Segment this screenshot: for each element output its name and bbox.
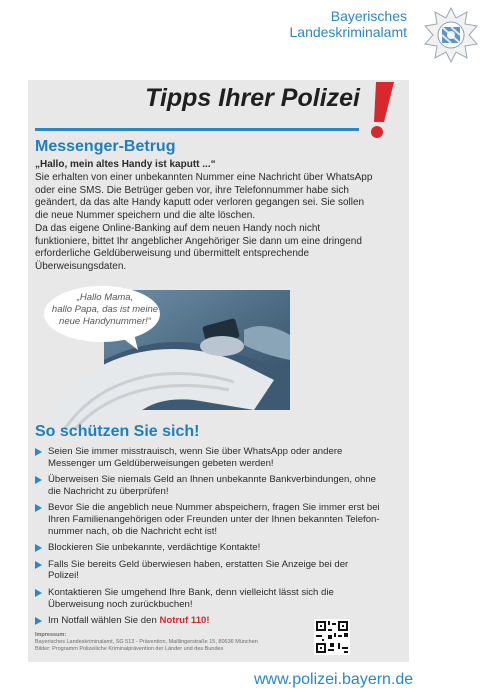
tip-text: Seien Sie immer misstrauisch, wenn Sie über WhatsApp oder andere Messenger um Geldüberweisungen gebeten werden! bbox=[48, 446, 343, 469]
tip-text: Kontaktieren Sie umgehend Ihre Bank, denn vielleicht lässt sich die Überweisung noch zurückbuchen! bbox=[48, 586, 334, 610]
footer-url[interactable]: www.polizei.bayern.de bbox=[254, 671, 414, 688]
list-item bbox=[35, 502, 380, 537]
title-row bbox=[28, 84, 360, 113]
org-line-1: Bayerisches bbox=[330, 8, 407, 24]
tip-text: Bevor Sie die angeblich neue Nummer abspeichern, fragen Sie immer erst bei Ihren Familienangehörigen oder Freunden unter der Ihnen bekannten Telefon-nummer nach, ob die Nachricht echt ist! bbox=[48, 502, 380, 537]
list-item bbox=[35, 446, 380, 469]
org-line-2: Landeskriminalamt bbox=[289, 24, 407, 40]
impressum bbox=[35, 632, 295, 653]
list-item bbox=[35, 474, 380, 497]
emergency-number: Notruf 110! bbox=[159, 615, 210, 627]
triangle-bullet-icon bbox=[35, 448, 42, 456]
bubble-line-3: neue Handynummer!“ bbox=[59, 316, 151, 327]
list-item bbox=[35, 542, 380, 554]
impressum-label: Impressum: bbox=[35, 632, 67, 638]
tips-list bbox=[35, 446, 380, 632]
exclamation-mark-icon bbox=[360, 80, 400, 142]
triangle-bullet-icon bbox=[35, 617, 42, 625]
section-heading: Messenger-Betrug bbox=[35, 138, 176, 155]
tip-text: Im Notfall wählen Sie den bbox=[48, 615, 157, 627]
protect-heading: So schützen Sie sich! bbox=[35, 423, 200, 440]
triangle-bullet-icon bbox=[35, 504, 42, 512]
speech-bubble-text bbox=[50, 292, 160, 328]
tip-text: Falls Sie bereits Geld überwiesen haben, erstatten Sie Anzeige bei der Polizei! bbox=[48, 558, 349, 582]
heading-rule bbox=[35, 128, 359, 131]
triangle-bullet-icon bbox=[35, 476, 42, 484]
impressum-line-1: Bayerisches Landeskriminalamt, SG 513 - Prävention, Maillingerstraße 15, 80636 München bbox=[35, 639, 258, 645]
list-item bbox=[35, 559, 380, 582]
paragraph-2: Da das eigene Online-Banking auf dem neuen Handy noch nicht funktioniere, bittet Ihr angeblicher Angehöriger Sie dann um eine dringend erforderliche Geldüberweisung und übermittelt entsprechende Überweisungsdaten. bbox=[35, 223, 362, 272]
triangle-bullet-icon bbox=[35, 544, 42, 552]
quote-line: „Hallo, mein altes Handy ist kaputt ...“ bbox=[35, 159, 216, 170]
page-title: Tipps Ihrer Polizei bbox=[145, 84, 360, 112]
tip-text: Blockieren Sie unbekannte, verdächtige Kontakte! bbox=[48, 542, 261, 554]
triangle-bullet-icon bbox=[35, 561, 42, 569]
police-star-badge-icon bbox=[423, 6, 479, 70]
bubble-line-2: hallo Papa, das ist meine bbox=[51, 304, 159, 315]
bubble-line-1: „Hallo Mama, bbox=[76, 292, 134, 303]
tip-text: Überweisen Sie niemals Geld an Ihnen unbekannte Bankverbindungen, ohne die Nachricht zu überprüfen! bbox=[48, 474, 377, 497]
paragraph-1: Sie erhalten von einer unbekannten Nummer eine Nachricht über WhatsApp oder eine SMS. Die Betrüger geben vor, ihre Telefonnummer habe sich geändert, da das alte Handy kaputt oder verloren gegangen sei. Sie sollen die neue Nummer speichern und die alte löschen. bbox=[35, 172, 373, 221]
qr-code-icon[interactable] bbox=[314, 619, 350, 655]
impressum-line-2: Bilder: Programm Polizeiliche Kriminalprävention der Länder und des Bundes bbox=[35, 646, 224, 652]
list-item bbox=[35, 587, 380, 610]
triangle-bullet-icon bbox=[35, 589, 42, 597]
organization-name bbox=[290, 8, 408, 40]
